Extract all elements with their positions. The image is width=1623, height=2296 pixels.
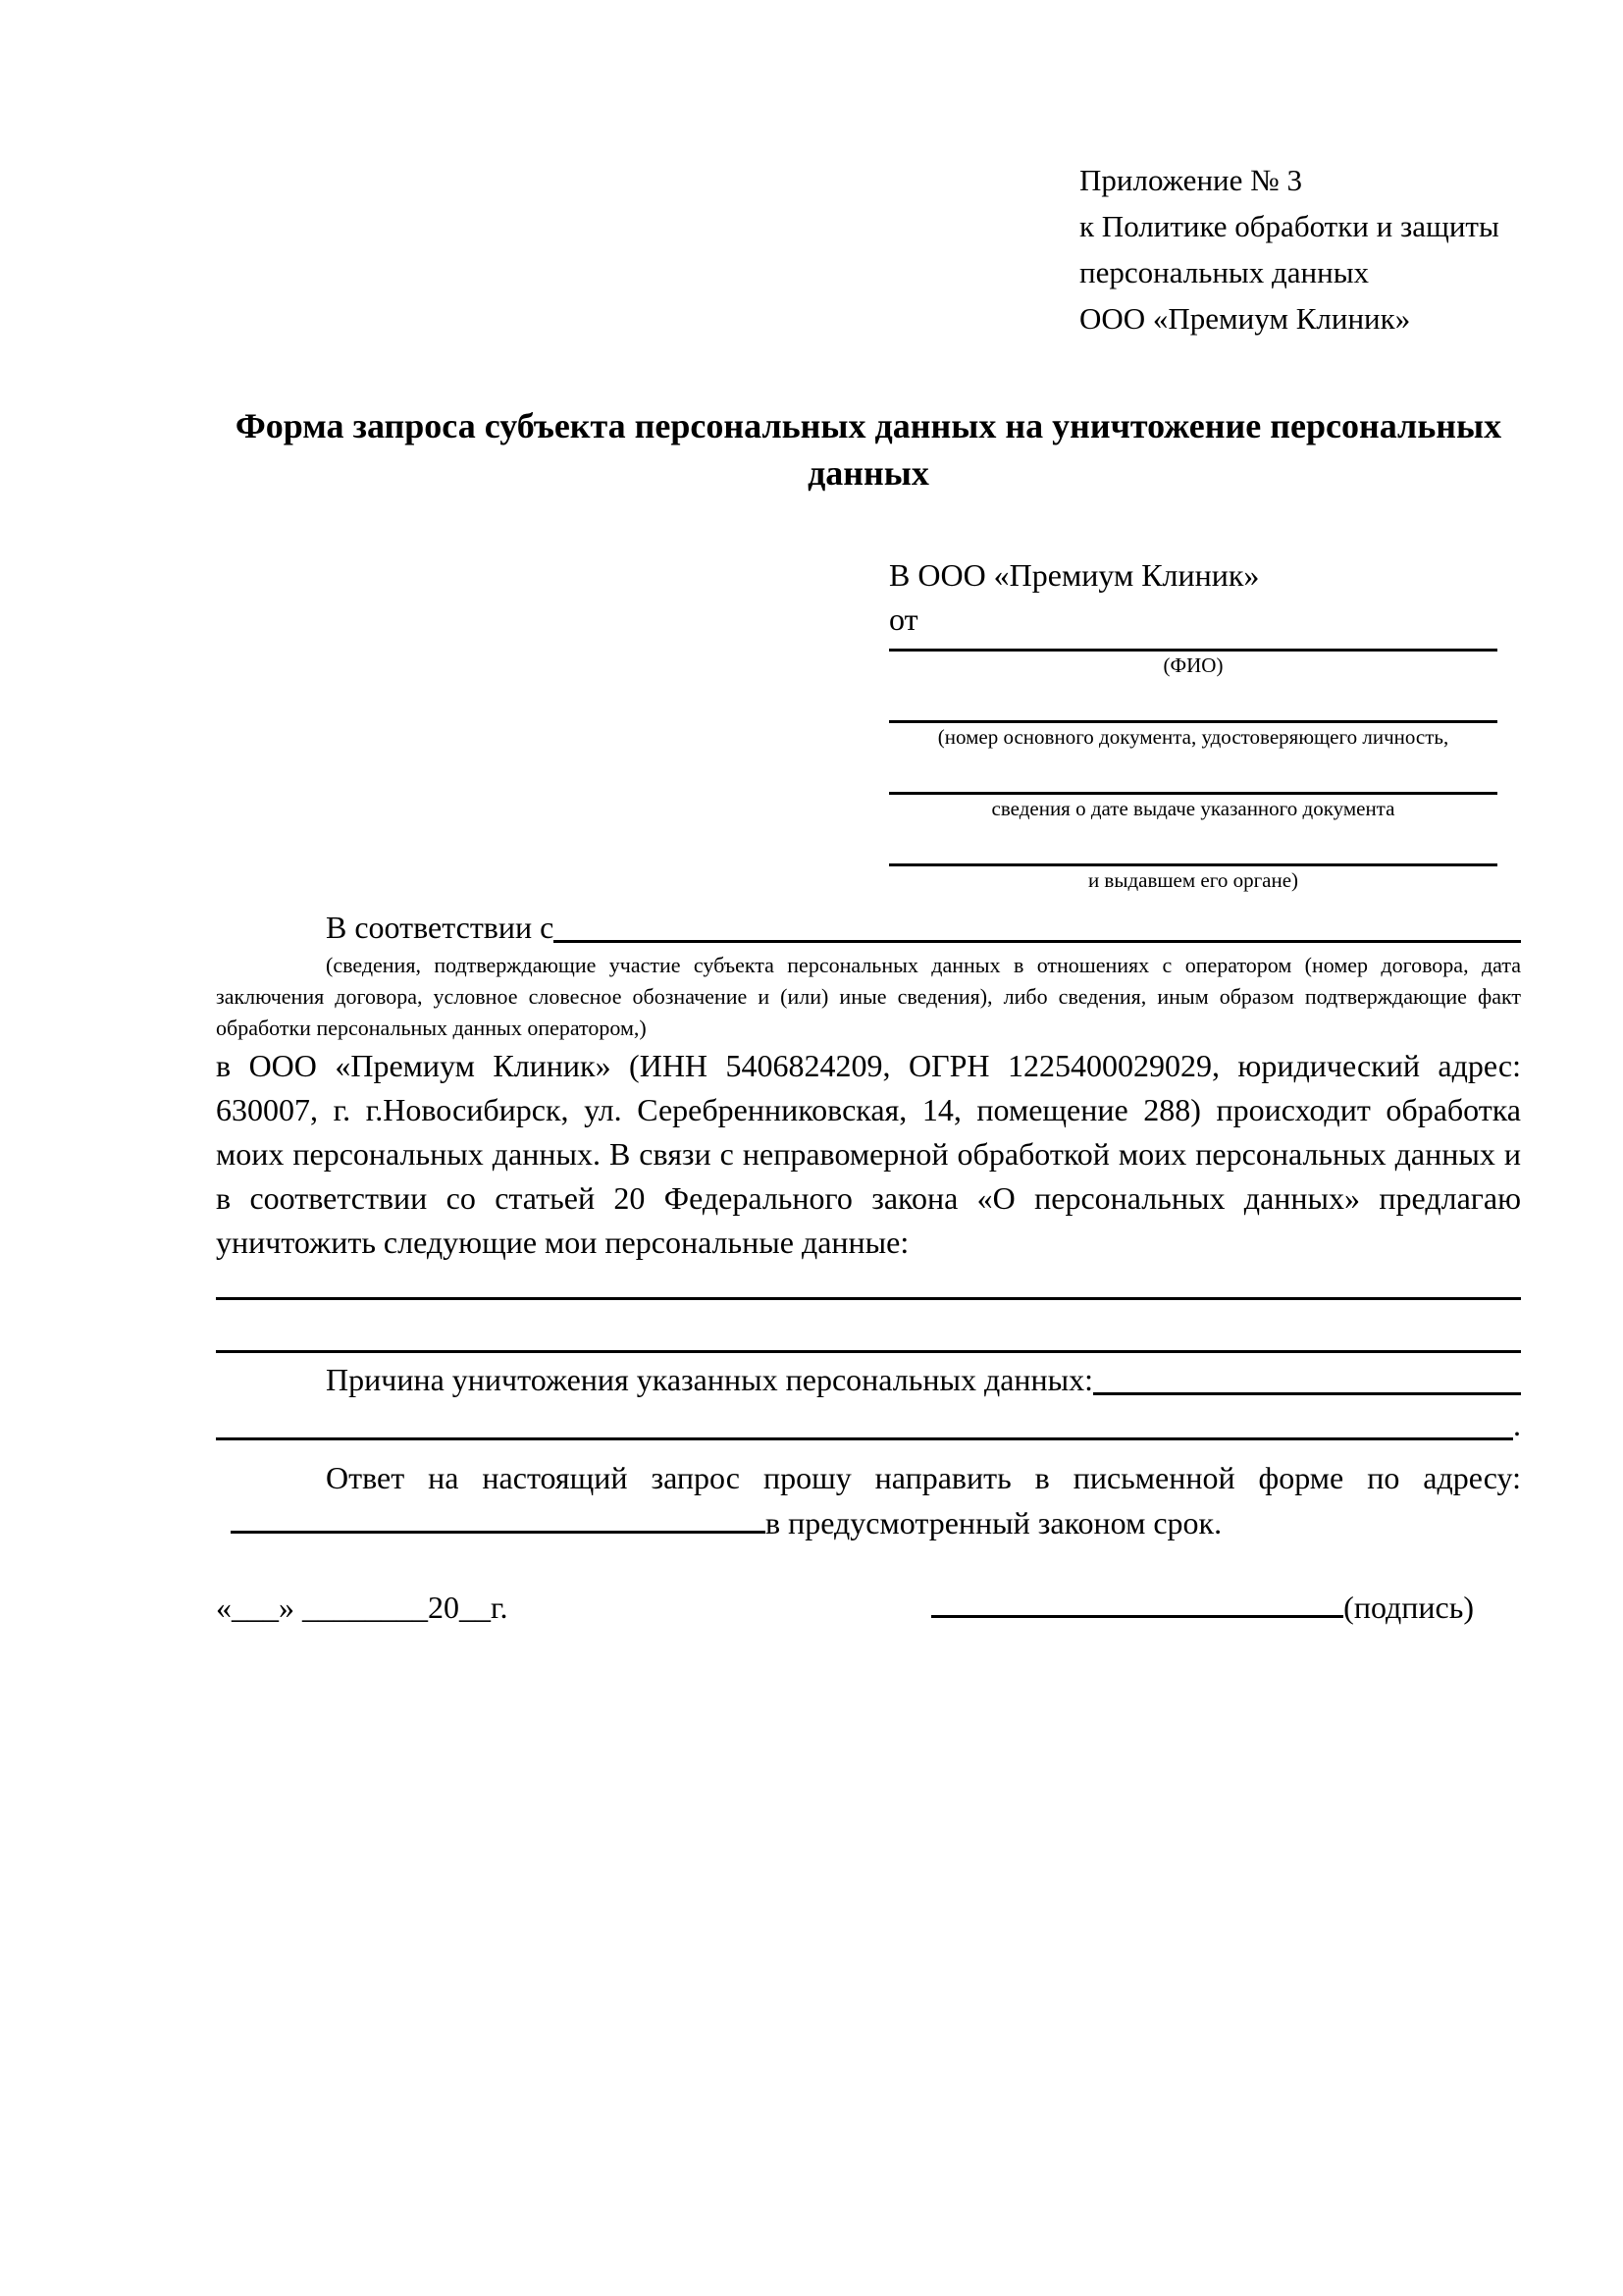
addressee-from-label: от	[889, 601, 918, 637]
response-deadline-text: в предусмотренный законом срок.	[765, 1505, 1223, 1540]
response-request-line: Ответ на настоящий запрос прошу направить в письменной форме по адресу:	[326, 1460, 1521, 1495]
issue-date-blank-line	[889, 752, 1497, 795]
document-number-blank-line	[889, 680, 1497, 723]
reason-blank-line	[1093, 1357, 1521, 1395]
fio-blank-line	[889, 642, 1497, 652]
reason-continuation-line	[216, 1402, 1521, 1447]
appendix-note	[1079, 157, 1521, 341]
according-blank-line	[553, 905, 1521, 943]
fine-print-note: (сведения, подтверждающие участие субъекта персональных данных в отношениях с оператором (номер договора, дата заключения договора, условное словесное обозначение и (или) иные сведения), либо сведения, иным образом подтверждающие факт обработки персональных данных оператором,)	[216, 953, 1521, 1040]
signature-row	[216, 1585, 1521, 1630]
addressee-to: В ООО «Премиум Клиник»	[889, 557, 1260, 593]
signature-blank-line	[931, 1615, 1343, 1618]
reason-label: Причина уничтожения указанных персональных данных:	[326, 1362, 1094, 1397]
appendix-note-line: Приложение № 3	[1079, 163, 1302, 197]
document-title: Форма запроса субъекта персональных данных на уничтожение персональных данных	[235, 406, 1502, 493]
reason-blank-line-2	[216, 1402, 1513, 1440]
address-blank-line	[231, 1531, 765, 1534]
issuing-authority-blank-line	[889, 823, 1497, 866]
personal-data-blank-line-1	[216, 1265, 1521, 1300]
fio-caption: (ФИО)	[1163, 653, 1224, 677]
issuing-authority-caption: и выдавшем его органе)	[1087, 868, 1299, 892]
according-label: В соответствии с	[326, 910, 554, 945]
appendix-note-line: ООО «Премиум Клиник»	[1079, 301, 1411, 336]
according-line	[216, 905, 1521, 950]
document-number-caption: (номер основного документа, удостоверяющего личность,	[937, 725, 1449, 749]
reason-line	[216, 1357, 1521, 1402]
main-paragraph: в ООО «Премиум Клиник» (ИНН 5406824209, ОГРН 1225400029029, юридический адрес: 630007, г. г.Новосибирск, ул. Серебренниковская, 14, помещение 288) происходит обработка моих персональных данных. В связи с неправомерной обработкой моих персональных данных и в соответствии со статьей 20 Федерального закона «О персональных данных» предлагаю уничтожить следующие мои персональные данные:	[216, 1048, 1521, 1260]
personal-data-blank-line-2	[216, 1300, 1521, 1353]
period-text: .	[1513, 1407, 1521, 1442]
issue-date-caption: сведения о дате выдаче указанного документа	[991, 797, 1395, 820]
response-address-line	[216, 1500, 1521, 1545]
appendix-note-line: персональных данных	[1079, 255, 1370, 289]
signature-group	[931, 1585, 1474, 1630]
addressee-block	[889, 553, 1497, 895]
signature-caption: (подпись)	[1343, 1590, 1474, 1625]
date-blank-text: «___» ________20__г.	[216, 1590, 508, 1625]
appendix-note-line: к Политике обработки и защиты	[1079, 209, 1499, 243]
